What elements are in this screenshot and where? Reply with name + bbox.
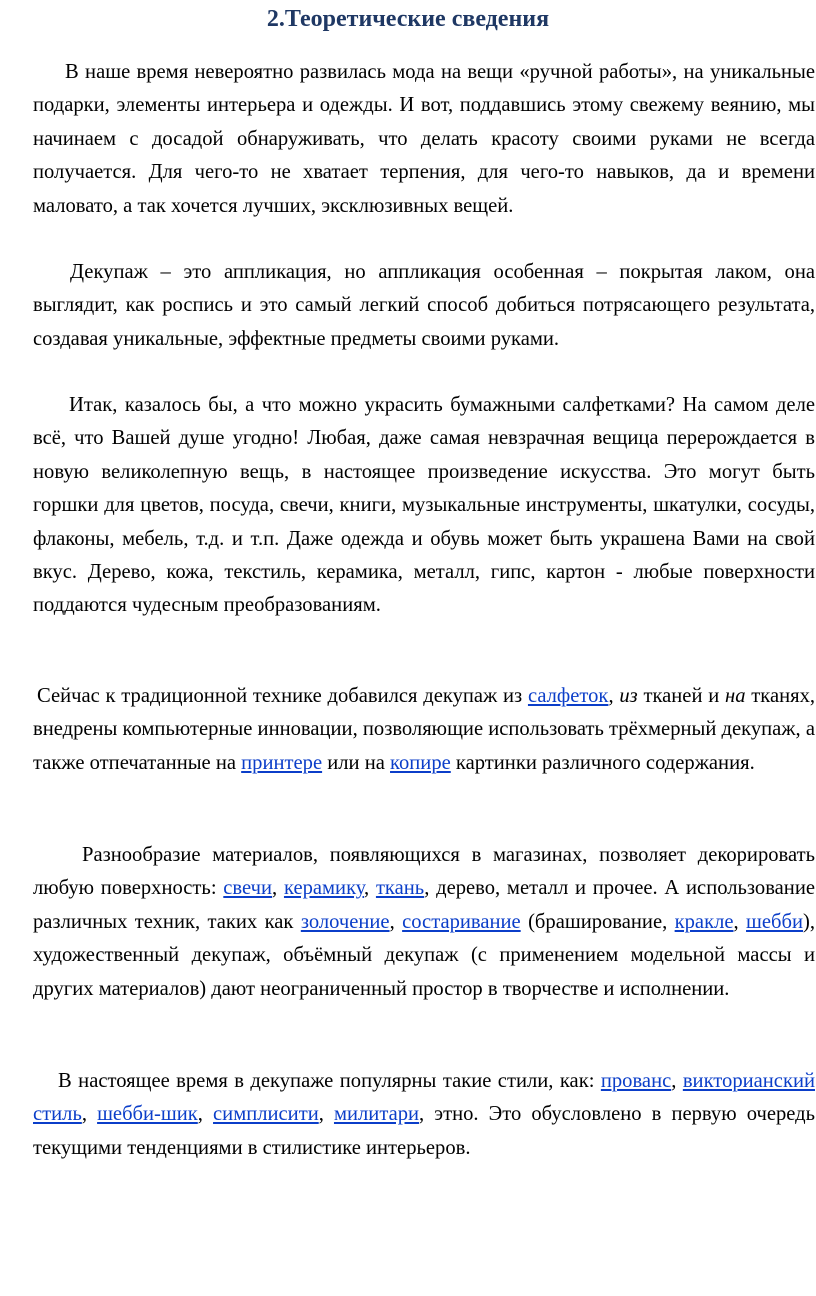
link-simplicity[interactable]: симплисити bbox=[213, 1103, 319, 1126]
link-shabby-chic[interactable]: шебби-шик bbox=[97, 1103, 198, 1126]
text-run: ), художественный декупаж, объёмный декупаж (с применением модельной массы и других материалов) дают неограниченный простор в творчестве и исполнении. bbox=[33, 910, 816, 1000]
text-run: картинки различного содержания. bbox=[450, 751, 755, 774]
link-provence[interactable]: прованс bbox=[600, 1070, 672, 1092]
section-title: 2.Теоретические сведения bbox=[266, 6, 550, 32]
text-run: Разнообразие материалов, появляющихся в магазинах, позволяет декорировать любую поверхность: bbox=[33, 844, 815, 900]
text-run: (браширование, bbox=[520, 910, 675, 933]
text-run: , bbox=[671, 1070, 683, 1092]
link-napkins[interactable]: салфеток bbox=[527, 685, 609, 707]
italic-word-na: на bbox=[724, 685, 746, 707]
text-run: тканей и bbox=[637, 685, 725, 707]
paragraph-napkin-decoration: Итак, казалось бы, а что можно украсить бумажными салфетками? На самом деле всё, что Вашей душе угодно! Любая, даже самая невзрачная вещица перерождается в новую великолепную вещь, в настоящее произведение искусства. Это могут быть горшки для цветов, посуда, свечи, книги, музыкальные инструменты, шкатулки, сосуды, флаконы, мебель, т.д. и т.п. Даже одежда и обувь может быть украшена Вами на свой вкус. Дерево, кожа, текстиль, керамика, металл, гипс, картон - любые поверхности поддаются чудесным преобразованиям. bbox=[33, 394, 815, 617]
italic-word-iz: из bbox=[619, 685, 638, 707]
paragraph-modern-technique bbox=[33, 680, 815, 780]
text-run: , bbox=[272, 877, 284, 900]
link-ceramics[interactable]: керамику bbox=[283, 877, 365, 900]
text-run: , bbox=[733, 910, 747, 933]
text-run: , bbox=[364, 877, 376, 900]
text-run: , bbox=[389, 910, 403, 933]
text-run: , bbox=[608, 685, 620, 707]
text-run: , bbox=[318, 1103, 334, 1126]
link-shabby[interactable]: шебби bbox=[746, 910, 804, 933]
text-run: , bbox=[81, 1103, 98, 1126]
paragraph-popular-styles bbox=[33, 1065, 815, 1165]
text-run: В настоящее время в декупаже популярны такие стили, как: bbox=[58, 1070, 601, 1092]
link-copier[interactable]: копире bbox=[390, 751, 451, 774]
link-military[interactable]: милитари bbox=[333, 1103, 420, 1126]
paragraph-materials-variety bbox=[33, 839, 815, 1006]
text-run: , этно. Это обусловлено в первую очередь текущими тенденциями в стилистике интерьеров. bbox=[33, 1103, 815, 1159]
text-run: тканях, внедрены компьютерные инновации, позволяющие использовать трёхмерный декупаж, а также отпечатанные на bbox=[33, 685, 816, 774]
text-run: , bbox=[197, 1103, 214, 1126]
link-craquelure[interactable]: кракле bbox=[674, 910, 734, 933]
link-aging[interactable]: состаривание bbox=[402, 910, 521, 933]
link-gilding[interactable]: золочение bbox=[300, 910, 390, 933]
text-run: или на bbox=[322, 751, 391, 774]
link-printer[interactable]: принтере bbox=[241, 751, 323, 774]
text-run: , дерево, металл и прочее. А использование различных техник, таких как bbox=[33, 877, 815, 933]
link-fabric[interactable]: ткань bbox=[375, 877, 425, 900]
paragraph-decoupage-definition: Декупаж – это аппликация, но аппликация особенная – покрытая лаком, она выглядит, как роспись и это самый легкий способ добиться потрясающего результата, создавая уникальные, эффектные предметы своими руками. bbox=[33, 261, 815, 350]
text-run: Сейчас к традиционной технике добавился декупаж из bbox=[37, 685, 528, 707]
link-candles[interactable]: свечи bbox=[223, 877, 273, 900]
link-victorian-style[interactable]: викторианский стиль bbox=[33, 1070, 815, 1126]
paragraph-handmade-fashion: В наше время невероятно развилась мода на вещи «ручной работы», на уникальные подарки, элементы интерьера и одежды. И вот, поддавшись этому свежему веянию, мы начинаем с досадой обнаруживать, что делать красоту своими руками не всегда получается. Для чего-то не хватает терпения, для чего-то навыков, да и времени маловато, а так хочется лучших, эксклюзивных вещей. bbox=[33, 61, 815, 217]
